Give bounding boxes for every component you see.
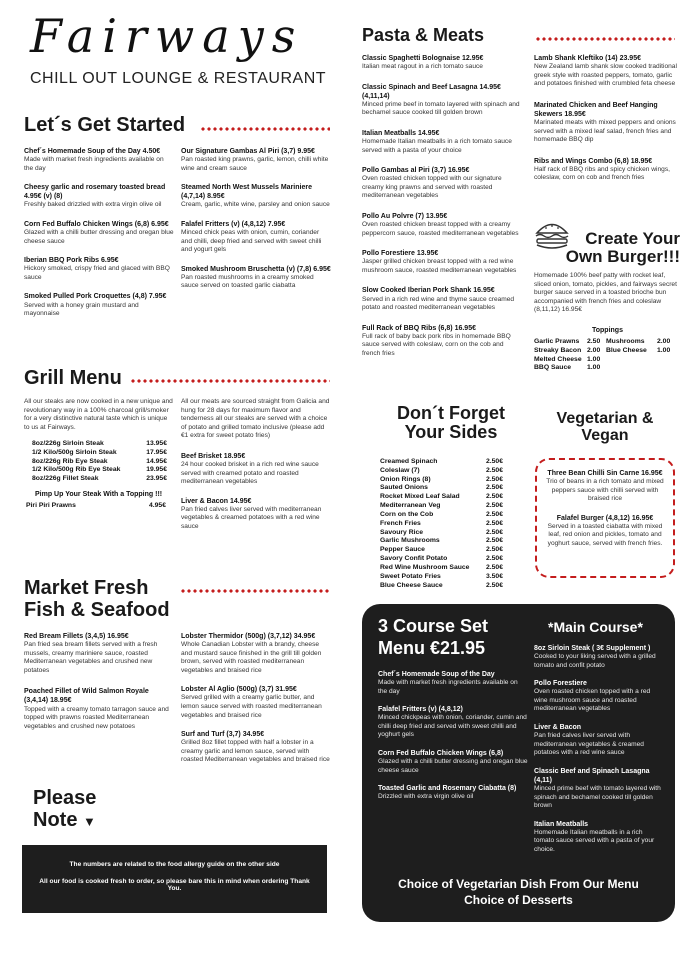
topping-price: 2.00: [587, 346, 601, 354]
price-row: [380, 564, 503, 573]
veg-title-line1: Vegetarian &: [556, 410, 654, 427]
item-name: Toasted Garlic and Rosemary Ciabatta (8): [378, 785, 517, 793]
item-description: Cream, garlic, white wine, parsley and onion sauce: [181, 201, 330, 209]
menu-item: [24, 256, 174, 282]
set-menu-title-line2: Menu €21.95: [378, 637, 486, 658]
menu-item: [362, 286, 520, 312]
item-name: Classic Spinach and Beef Lasagna 14.95€ (4,11,14): [362, 83, 501, 100]
item-description: Homemade Italian meatballs in a rich tomato sauce served with a pasta of your choice.: [534, 828, 655, 853]
item-description: Italian meat ragout in a rich tomato sauce: [362, 63, 483, 71]
set-starters-column: [378, 670, 528, 811]
menu-item: [362, 129, 520, 155]
item-name: Creamed Spinach: [380, 458, 438, 465]
sides-title-line2: Your Sides: [404, 422, 498, 443]
starters-title: Let´s Get Started: [24, 114, 186, 136]
item-name: Falafel Fritters (v) (4,8,12) 7.95€: [181, 220, 286, 228]
item-description: Pan fried calves liver served with mediterranean vegetables & creamed potatoes with a red wine sauce: [181, 505, 322, 530]
item-price: 2.50€: [485, 581, 503, 589]
topping-price: 1.00: [587, 355, 601, 363]
menu-item: [543, 514, 667, 549]
veg-title: [540, 410, 670, 445]
please-note-title: [33, 788, 96, 831]
grill-title: Grill Menu: [24, 367, 122, 389]
price-row: [32, 466, 167, 475]
veg-box: [535, 458, 675, 578]
menu-item: [362, 54, 520, 72]
main-course-title: *Main Course*: [548, 619, 643, 635]
item-name: Pollo Au Polvre (7) 13.95€: [362, 212, 448, 220]
set-mains-column: [534, 644, 664, 863]
item-name: 1/2 Kilo/500g Rib Eye Steak: [32, 466, 121, 474]
menu-item: [543, 469, 667, 504]
item-description: Pan fried sea bream fillets served with a fresh mussels, creamy mariniere sauce, roasted Mediterranean vegetables and crushed new potatoes: [24, 641, 158, 674]
menu-item: [534, 767, 664, 811]
price-row: [32, 449, 167, 458]
item-description: Oven roasted chicken topped with our signature creamy king prawns and served with roasted mediterranean vegetables: [362, 175, 502, 200]
item-description: Made with market fresh ingredients available on the day: [378, 679, 518, 695]
item-name: 1/2 Kilo/500g Sirloin Steak: [32, 448, 117, 456]
note-title-text: Note: [33, 808, 78, 831]
item-name: Smoked Mushroom Bruschetta (v) (7,8) 6.95€: [181, 265, 331, 273]
item-name: Poached Fillet of Wild Salmon Royale (3,4,14) 18.95€: [24, 688, 149, 705]
item-name: Classic Beef and Spinach Lasagna (4,11): [534, 767, 650, 784]
menu-item: [181, 183, 331, 210]
item-name: Steamed North West Mussels Mariniere (4,7,14) 8.95€: [181, 184, 312, 201]
item-description: Full rack of baby back pork ribs in homemade BBQ sauce served with coleslaw, corn on the cob and french fries: [362, 332, 511, 357]
menu-item: [181, 147, 331, 173]
logo-script-text: Fairways: [30, 9, 304, 63]
item-description: Pan fried calves liver served with mediterranean vegetables & creamed potatoes with a red wine sauce: [534, 732, 644, 757]
price-row: [380, 537, 503, 546]
note-title-line1: Please: [33, 787, 97, 809]
grill-intro: All our steaks are now cooked in a new unique and revolutionary way in a 100% charcoal grill/smoker for a very distinctive natural taste which is unique to us at Fairways.: [24, 398, 173, 431]
item-name: Sweet Potato Fries: [380, 572, 441, 580]
item-price: 13.95€: [146, 440, 167, 447]
note-title-line2: [33, 810, 96, 832]
topping-name: Garlic Prawns: [534, 338, 580, 345]
item-name: Blue Cheese Sauce: [380, 581, 443, 589]
item-price: 3.50€: [485, 572, 503, 580]
burger-description: Homemade 100% beef patty with rocket leaf, sliced onion, tomato, pickles, and fairways secret burger sauce served in a toasted brioche bun accompanied with french fries and coleslaw (8,11,12) 16.95€: [534, 272, 677, 314]
topping-name: Melted Cheese: [534, 355, 582, 363]
topping-note: Pimp Up Your Steak With a Topping !!!: [35, 491, 163, 498]
item-price: 2.50€: [485, 493, 503, 501]
item-name: Beef Brisket 18.95€: [181, 453, 246, 460]
topping-price: [657, 356, 679, 365]
sides-list: [380, 458, 503, 590]
item-name: Slow Cooked Iberian Pork Shank 16.95€: [362, 287, 495, 295]
menu-item: [534, 723, 664, 758]
item-description: Served with a honey grain mustard and mayonnaise: [24, 301, 139, 318]
item-name: Chef´s Homemade Soup of the Day 4.50€: [24, 148, 161, 155]
item-price: 2.50€: [485, 510, 503, 518]
item-description: Minced prime beef with tomato layered with spinach and bechamel cooked till golden brown: [534, 784, 661, 810]
item-name: Full Rack of BBQ Ribs (6,8) 16.95€: [362, 324, 476, 332]
price-row: [380, 493, 503, 502]
starters-left-column: [24, 147, 174, 329]
item-description: Glazed with a chilli butter dressing and oregan blue cheese sauce: [378, 758, 528, 774]
item-name: 8oz/226g Fillet Steak: [32, 475, 99, 483]
item-description: Served in a rich red wine and thyme sauce creamed potato and roasted mediterranean vegetables: [362, 295, 515, 312]
set-menu-title-line1: 3 Course Set: [378, 616, 489, 636]
item-name: Cheesy garlic and rosemary toasted bread 4.95€ (v) (8): [24, 184, 166, 201]
item-name: Italian Meatballs 14.95€: [362, 129, 440, 137]
item-name: Onion Rings (8): [380, 475, 431, 483]
pasta-right-column: [534, 54, 679, 195]
topping-price: 1.00: [587, 364, 601, 372]
price-row: [380, 484, 503, 493]
item-description: Jasper grilled chicken breast topped with a red wine mushroom sauce, roasted mediterranean vegetables: [362, 258, 517, 274]
item-description: Made with market fresh ingredients available on the day: [24, 156, 164, 172]
menu-item: [181, 497, 331, 532]
item-name: Rocket Mixed Leaf Salad: [380, 493, 460, 501]
item-name: Marinated Chicken and Beef Hanging Skewers 18.95€: [534, 101, 658, 118]
item-description: Oven roasted chicken breast topped with a creamy peppercorn sauce, roasted mediterranean vegetables: [362, 221, 519, 237]
item-name: Corn Fed Buffalo Chicken Wings (6,8) 6.95€: [24, 220, 169, 228]
item-price: 2.50€: [485, 519, 503, 527]
item-name: Chef´s Homemade Soup of the Day: [378, 671, 495, 678]
item-price: 2.50€: [485, 537, 503, 545]
menu-item: [362, 83, 520, 118]
set-footer-line2: Choice of Desserts: [464, 893, 573, 908]
item-name: Pollo Gambas al Piri (3,7) 16.95€: [362, 167, 470, 175]
item-name: 8oz Sirloin Steak ( 3€ Supplement ): [534, 645, 651, 652]
menu-item: [24, 632, 174, 675]
topping-price: 1.00: [657, 346, 671, 354]
item-price: 2.50€: [485, 466, 503, 474]
price-row: [380, 573, 503, 582]
item-name: Surf and Turf (3,7) 34.95€: [181, 731, 265, 739]
toppings-title: Toppings: [592, 327, 623, 334]
item-description: Served in a toasted ciabatta with mixed leaf, red onion and pickles, tomato and yoghurt sauce, served with french fries.: [547, 522, 663, 547]
menu-item: [24, 183, 174, 210]
menu-item: [378, 784, 528, 802]
cooking-note: All our food is cooked fresh to order, so please bare this in mind when ordering Thank You.: [39, 878, 310, 892]
item-description: Oven roasted chicken topped with a red wine mushroom sauce and roasted mediterranean vegetables: [534, 688, 651, 713]
burger-title: [555, 230, 680, 267]
topping-name: [606, 364, 656, 373]
price-row: [380, 476, 503, 485]
price-row: [380, 546, 503, 555]
logo-subtitle: CHILL OUT LOUNGE & RESTAURANT: [30, 70, 327, 87]
menu-item: [181, 685, 331, 720]
item-description: Cooked to your liking served with a grilled tomato and confit potato: [534, 653, 656, 669]
allergy-note-box: [22, 845, 327, 913]
menu-item: [181, 452, 331, 487]
arrow-down-icon: ▼: [83, 813, 96, 829]
burger-title-line1: Create Your: [585, 229, 680, 248]
item-description: Freshly baked drizzled with extra virgin olive oil: [24, 201, 162, 209]
item-price: 2.50€: [485, 484, 503, 492]
price-row: [32, 440, 167, 449]
topping-name: Mushrooms: [606, 338, 645, 345]
item-name: Sauted Onions: [380, 484, 428, 492]
item-name: Lobster Al Aglio (500g) (3,7) 31.95€: [181, 686, 297, 694]
menu-item: [181, 265, 331, 291]
item-price: 17.95€: [146, 448, 167, 456]
menu-item: [24, 687, 174, 731]
item-name: 8oz/226g Rib Eye Steak: [32, 457, 108, 465]
item-name: Ribs and Wings Combo (6,8) 18.95€: [534, 157, 653, 165]
set-menu-footer: [362, 876, 675, 908]
item-price: 2.50€: [485, 458, 503, 465]
item-name: Smoked Pulled Pork Croquettes (4,8) 7.95€: [24, 293, 167, 301]
item-description: Glazed with a chilli butter dressing and oregan blue cheese sauce: [24, 229, 174, 245]
topping-price: 2.50: [587, 338, 601, 345]
section-divider: [180, 588, 330, 594]
item-description: New Zealand lamb shank slow cooked traditional greek style with roasted peppers, tomato, garlic and potatoes finished with crumbled feta cheese: [534, 63, 677, 88]
menu-item: [24, 147, 174, 173]
menu-item: [181, 220, 331, 255]
price-row: [32, 475, 167, 484]
item-name: Corn Fed Buffalo Chicken Wings (6,8): [378, 750, 504, 757]
item-price: 2.50€: [485, 528, 503, 536]
item-description: Minced prime beef in tomato layered with spinach and bechamel sauce cooked till golden brown: [362, 100, 520, 117]
item-price: 2.50€: [485, 555, 503, 563]
item-description: Homemade Italian meatballs in a rich tomato sauce served with a pasta of your choice: [362, 138, 512, 154]
menu-item: [362, 212, 520, 238]
item-description: Half rack of BBQ ribs and spicy chicken wings, coleslaw, corn on cob and french fries: [534, 165, 670, 182]
starters-right-column: [181, 147, 331, 301]
item-name: Savoury Rice: [380, 528, 424, 536]
menu-item: [362, 166, 520, 201]
item-description: Drizzled with extra virgin olive oil: [378, 793, 474, 801]
set-footer-line1: Choice of Vegetarian Dish From Our Menu: [398, 877, 639, 891]
grill-sourcing-note: All our meats are sourced straight from Galicia and hung for 28 days for maximum flavor and tenderness all our steaks are served with a choice of potato and grilled tomato inclusive (please add €1 extra for sweet potato fries): [181, 398, 330, 440]
item-name: 8oz/226g Sirloin Steak: [32, 440, 104, 447]
item-name: Savory Confit Potato: [380, 555, 448, 563]
menu-item: [534, 820, 664, 855]
item-description: Marinated meats with mixed peppers and onions served with a mixed leaf salad, french fries and homemade BBQ dip: [534, 118, 676, 144]
topping-price: 2.00: [657, 338, 671, 345]
veg-title-line2: Vegan: [581, 427, 629, 445]
item-name: Red Wine Mushroom Sauce: [380, 563, 470, 571]
item-price: 4.95€: [148, 502, 166, 509]
topping-name: [606, 356, 656, 365]
item-price: 2.50€: [485, 502, 503, 510]
item-description: Pan roasted king prawns, garlic, lemon, chilli white wine and cream sauce: [181, 156, 329, 172]
item-description: 24 hour cooked brisket in a rich red wine sauce served with creamed potato and roasted mediterranean vegetables: [181, 461, 319, 486]
topping-price: [657, 364, 679, 373]
item-name: Italian Meatballs: [534, 820, 589, 828]
item-price: 14.95€: [146, 457, 167, 465]
menu-item: [181, 632, 331, 675]
menu-item: [362, 324, 520, 359]
item-name: Corn on the Cob: [380, 510, 434, 518]
item-name: Pollo Forestiere: [534, 680, 587, 688]
menu-item: [378, 705, 528, 740]
item-name: Classic Spaghetti Bolognaise 12.95€: [362, 55, 484, 62]
piri-piri-row: [26, 502, 166, 511]
menu-item: [534, 101, 679, 145]
item-name: Iberian BBQ Pork Ribs 6.95€: [24, 257, 119, 265]
item-description: Hickory smoked, crispy fried and glaced with BBQ sauce: [24, 265, 170, 281]
sides-title-line1: Don´t Forget: [397, 403, 505, 423]
item-name: Coleslaw (7): [380, 466, 420, 474]
item-description: Topped with a creamy tomato tarragon sauce and topped with prawns roasted Mediterranean vegetables and crushed new potatoes: [24, 705, 169, 730]
topping-name: Blue Cheese: [606, 346, 647, 354]
pasta-left-column: [362, 54, 520, 369]
menu-item: [181, 730, 331, 765]
item-price: 19.95€: [146, 466, 167, 474]
item-description: Pan roasted mushrooms in a creamy smoked sauce served on toasted garlic ciabatta: [181, 273, 314, 290]
steak-price-list: [32, 440, 167, 484]
item-name: Lamb Shank Kleftiko (14) 23.95€: [534, 55, 641, 62]
item-name: Liver & Bacon 14.95€: [181, 497, 252, 505]
fish-right-column: [181, 632, 331, 775]
item-name: Mediterranean Veg: [380, 502, 441, 510]
item-price: 2.50€: [485, 563, 503, 571]
item-name: Pepper Sauce: [380, 546, 425, 554]
item-name: Garlic Mushrooms: [380, 537, 440, 545]
menu-item: [378, 749, 528, 775]
section-divider: [535, 36, 675, 42]
item-description: Minced chick peas with onion, cumin, coriander and chilli, deep fried and served with sweet chilli and yogurt gels: [181, 229, 322, 254]
item-name: French Fries: [380, 519, 421, 527]
pasta-title: Pasta & Meats: [362, 25, 485, 45]
item-price: 23.95€: [146, 475, 167, 483]
sides-title: [366, 404, 536, 443]
menu-item: [534, 54, 679, 89]
item-name: Red Bream Fillets (3,4,5) 16.95€: [24, 633, 129, 640]
price-row: [32, 458, 167, 467]
set-menu-box: [362, 604, 675, 922]
grill-right-column: [181, 452, 331, 542]
item-name: Three Bean Chilli Sin Carne 16.95€: [547, 470, 663, 477]
price-row: [380, 520, 503, 529]
item-name: Our Signature Gambas Al Piri (3,7) 9.95€: [181, 148, 315, 155]
menu-item: [534, 679, 664, 714]
menu-item: [534, 157, 679, 183]
menu-item: [24, 292, 174, 318]
price-row: [380, 582, 503, 591]
restaurant-logo: [30, 8, 330, 98]
menu-item: [378, 670, 528, 696]
toppings-grid: [534, 338, 676, 373]
item-description: Grilled 8oz fillet topped with half a lobster in a creamy garlic and lemon sauce, served with roasted Mediterranean vegetables and braised rice: [181, 739, 330, 764]
fish-title: Market Fresh Fish & Seafood: [24, 577, 170, 621]
section-divider: [200, 126, 330, 132]
allergy-note: The numbers are related to the food allergy guide on the other side: [69, 861, 280, 868]
price-row: [380, 529, 503, 538]
burger-title-line2: Own Burger!!!: [565, 247, 680, 267]
price-row: [380, 555, 503, 564]
item-name: Falafel Fritters (v) (4,8,12): [378, 706, 463, 714]
item-price: 2.50€: [485, 546, 503, 554]
item-description: Served grilled with a creamy garlic butter, and lemon sauce served with roasted mediterranean vegetables and braised rice: [181, 694, 322, 719]
set-menu-title: [378, 616, 488, 659]
item-description: Trio of beans in a rich tomato and mixed peppers sauce with chilli served with braised rice: [546, 478, 664, 503]
item-name: Liver & Bacon: [534, 724, 582, 731]
price-row: [380, 502, 503, 511]
menu-item: [534, 644, 664, 670]
fish-left-column: [24, 632, 174, 743]
item-description: Minced chickpeas with onion, coriander, cumin and chilli deep fried and served with sweet chilli and yoghurt gels: [378, 714, 527, 739]
item-description: Whole Canadian Lobster with a brandy, cheese and mustard sauce finished in the grill till golden brown, served with roasted mediterranean vegetables and braised rice: [181, 641, 322, 674]
price-row: [380, 467, 503, 476]
price-row: [380, 458, 503, 467]
topping-name: BBQ Sauce: [534, 364, 572, 372]
item-price: 2.50€: [485, 475, 503, 483]
item-name: Lobster Thermidor (500g) (3,7,12) 34.95€: [181, 633, 316, 640]
item-name: Falafel Burger (4,8,12) 16.95€: [556, 514, 654, 522]
topping-name: Streaky Bacon: [534, 346, 582, 354]
menu-item: [24, 220, 174, 246]
item-name: Pollo Forestiere 13.95€: [362, 250, 439, 258]
section-divider: [130, 378, 330, 384]
price-row: [380, 511, 503, 520]
item-name: Piri Piri Prawns: [26, 502, 76, 509]
menu-item: [362, 249, 520, 275]
